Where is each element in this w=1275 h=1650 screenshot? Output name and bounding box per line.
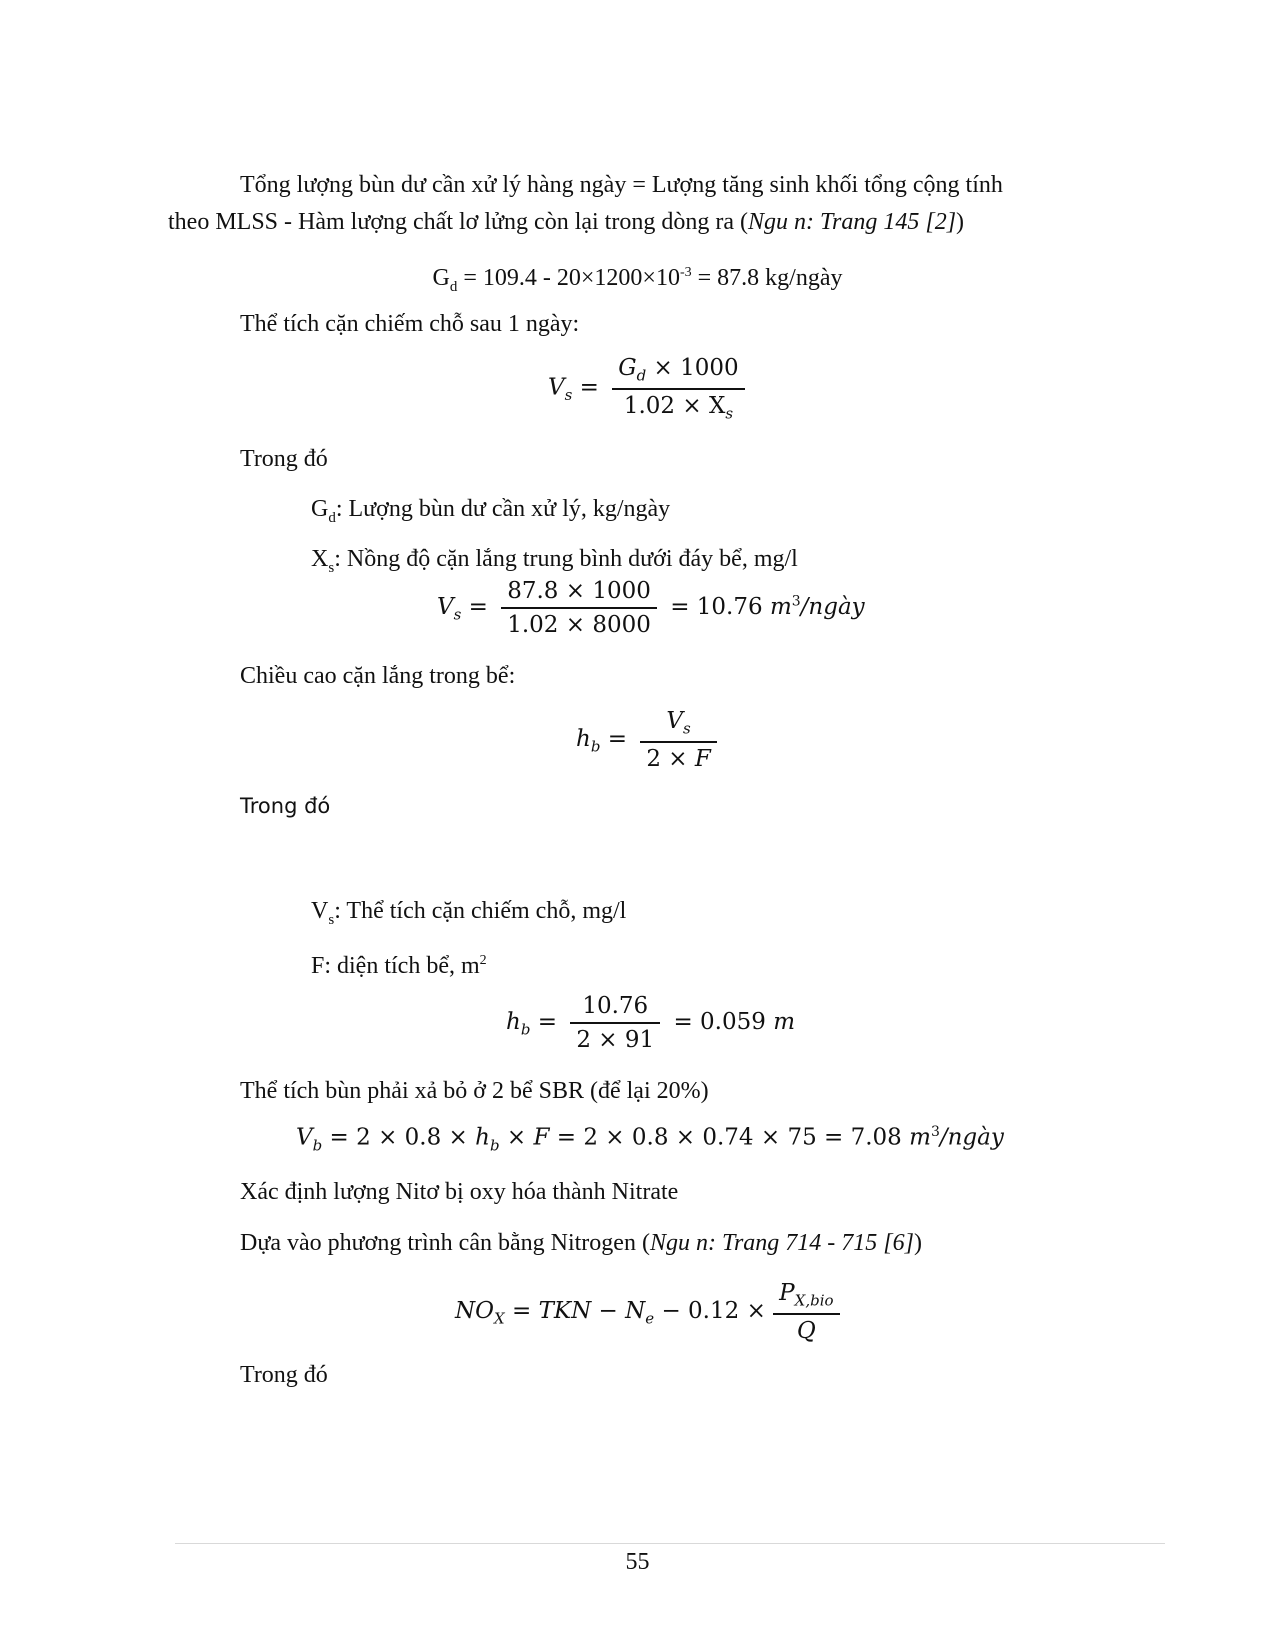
nox-formula: $NO_X$ = TKN − $N_e - 0.12$ × $\frac{P_{X,bio}}{Q}$ [455,1280,846,1344]
footer-divider [175,1543,1165,1544]
where-label-1: Trong đó [240,446,328,472]
where-label-3: Trong đó [240,1362,328,1388]
page-number: 55 [625,1549,650,1575]
nitrogen-balance-intro: Dựa vào phương trình cân bằng Nitrogen (Ngu n: Trang 714 - 715 [6]) [240,1230,922,1256]
vs-title: Thể tích cặn chiếm chỗ sau 1 ngày: [240,311,580,337]
citation: Ngu n: Trang 145 [2] [747,209,957,235]
where-label-2: Trong đó [240,794,331,818]
paragraph-line-2: theo MLSS - Hàm lượng chất lơ lửng còn lại trong dòng ra (Ngu n: Trang 145 [2]) [168,209,965,235]
vb-formula: $V_b = 2 \times 0.8 \times h_b \times F = 2 \times 0.8 \times 0.74 \times 75 = 7.08$ $m^3$/ngày [296,1124,1004,1155]
hb-calculation: $h_b$ = $\frac{10.76}{2 \times 91}$ = 0.059 m [506,993,796,1053]
def-gd: $G_d$: Lượng bùn dư cần xử lý, kg/ngày [311,496,671,526]
nitrate-title: Xác định lượng Nitơ bị oxy hóa thành Nitrate [240,1179,679,1205]
def-vs: $V_s$: Thể tích cặn chiếm chỗ, mg/l [311,898,627,928]
vs-calculation: $V_s$ = $\frac{87.8 \times 1000}{1.02 \times 8000}$ = 10.76 $m^3$/ngày [437,578,865,638]
hb-title: Chiều cao cặn lắng trong bể: [240,663,516,689]
gd-equation: $G_d = 109.4 - 20\times 1200\times 10^{-3} = 87.8$ kg/ngày [432,265,843,295]
def-xs: $X_s$: Nồng độ cặn lắng trung bình dưới đáy bể, mg/l [311,546,798,576]
paragraph-line-1: Tổng lượng bùn dư cần xử lý hàng ngày = Lượng tăng sinh khối tổng cộng tính [240,172,1003,198]
vb-title: Thể tích bùn phải xả bỏ ở 2 bể SBR (để lại 20%) [240,1078,709,1104]
citation: Ngu n: Trang 714 - 715 [6] [649,1230,914,1256]
vs-formula: $V_s$ = $\frac{G_d \times 1000}{1.02 \times X_s}$ [548,355,751,422]
hb-formula: $h_b$ = $\frac{V_s}{2 \times F}$ [576,708,723,772]
def-f: F: diện tích bể, $m^2$ [311,953,487,979]
